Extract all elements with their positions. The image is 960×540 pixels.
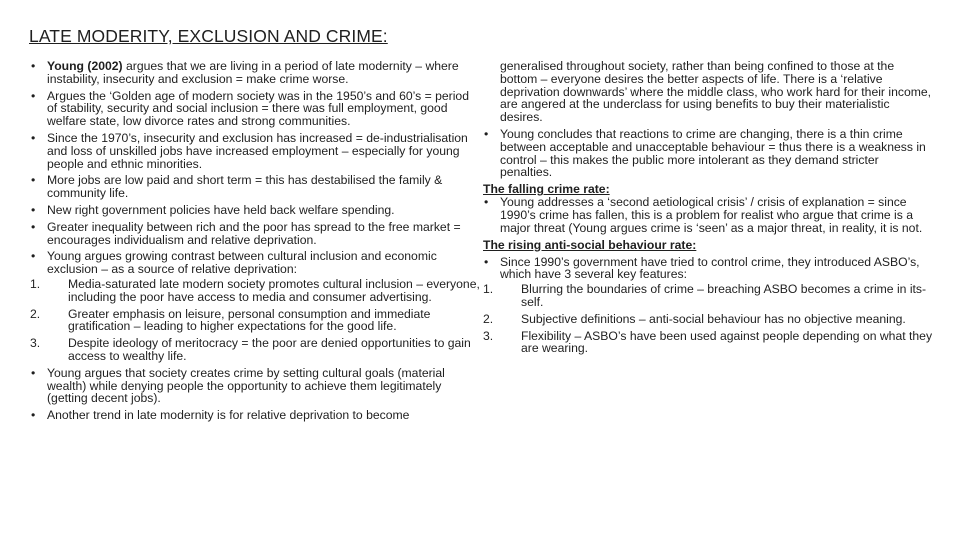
- bullet-low-paid-jobs: • More jobs are low paid and short term = this has destabilised the family & community life.: [30, 174, 482, 200]
- bullet-young-concludes: • Young concludes that reactions to crime are changing, there is a thin crime between acceptable and unacceptable behaviour = thus there is a weakness in control – this makes the public more intolerant as they demand stricter penalties.: [483, 128, 933, 179]
- item-number: 1.: [483, 282, 494, 297]
- young-2002-reference: Young (2002): [47, 59, 123, 73]
- bullet-new-right: • New right government policies have held back welfare spending.: [30, 204, 482, 217]
- item-number: 1.: [30, 276, 41, 291]
- bullet-young-2002: [30, 60, 482, 86]
- numbered-item-leisure: [30, 308, 482, 334]
- bullet-relative-deprivation: • Another trend in late modernity is for relative deprivation to become: [30, 409, 482, 422]
- numbered-item-subjective: [483, 313, 933, 326]
- bullet-cultural-goals: • Young argues that society creates crime by setting cultural goals (material wealth) while denying people the opportunity to achieve them legitimately (getting decent jobs).: [30, 367, 482, 405]
- item-text: Subjective definitions – anti-social behaviour has no objective meaning.: [521, 311, 906, 326]
- bullet-contrast: • Young argues growing contrast between cultural inclusion and economic exclusion – as a source of relative deprivation:: [30, 250, 482, 276]
- item-text: Blurring the boundaries of crime – breaching ASBO becomes a crime in its-self.: [521, 282, 927, 309]
- bullet-list-left-b: [30, 367, 482, 422]
- numbered-list-right: [483, 283, 933, 355]
- continuation-paragraph: generalised throughout society, rather than being confined to those at the bottom – everyone desires the better aspects of life. There is a ‘relative deprivation downwards’ where the middle class, who work hard for their income, are angered at the underclass for using benefits to buy their materialistic desires.: [500, 59, 932, 125]
- bullet-list-left-a: [30, 60, 482, 276]
- bullet-list-right-a: [483, 128, 933, 179]
- heading-falling-crime-rate: The falling crime rate:: [483, 182, 610, 197]
- item-text: Media-saturated late modern society promotes cultural inclusion – everyone, including the poor have access to media and consumer advertising.: [68, 276, 480, 304]
- numbered-item-blurring: [483, 283, 933, 309]
- numbered-item-meritocracy: [30, 337, 482, 363]
- right-column: [483, 60, 933, 355]
- bullet-text: argues that we are living in a period of late modernity – where instability, insecurity and exclusion = make crime worse.: [47, 59, 459, 86]
- bullet-since-1970s: • Since the 1970’s, insecurity and exclusion has increased = de-industrialisation and loss of unskilled jobs have increased employment – especially for young people and ethnic minorities.: [30, 132, 482, 170]
- item-number: 2.: [483, 311, 494, 326]
- item-text: Despite ideology of meritocracy = the poor are denied opportunities to gain access to wealthy life.: [68, 336, 471, 363]
- bullet-inequality: • Greater inequality between rich and the poor has spread to the free market = encourages individualism and relative deprivation.: [30, 221, 482, 247]
- item-number: 2.: [30, 306, 41, 321]
- item-text: Flexibility – ASBO’s have been used against people depending on what they are wearing.: [521, 328, 933, 356]
- page-title: LATE MODERITY, EXCLUSION AND CRIME:: [29, 26, 388, 46]
- bullet-list-falling: [483, 196, 933, 234]
- bullet-asbos: • Since 1990’s government have tried to control crime, they introduced ASBO’s, which have 3 several key features:: [483, 256, 933, 282]
- item-number: 3.: [30, 336, 41, 351]
- numbered-item-flexibility: [483, 330, 933, 356]
- numbered-list-left: [30, 278, 482, 363]
- bullet-golden-age: • Argues the ‘Golden age of modern society was in the 1950’s and 60’s = period of stability, security and social inclusion = there was full employment, good welfare state, low divorce rates and strong communities.: [30, 90, 482, 128]
- bullet-list-rising: [483, 256, 933, 282]
- heading-rising-asb-rate: The rising anti-social behaviour rate:: [483, 237, 697, 252]
- bullet-aetiological-crisis: • Young addresses a ‘second aetiological crisis’ / crisis of explanation = since 1990’s crime has fallen, this is a problem for realist who argue that crime is a major threat (Young argues crime is ‘seen’ as a major threat, in reality, it is not.: [483, 196, 933, 234]
- numbered-item-media: [30, 278, 482, 304]
- left-column: [30, 60, 482, 422]
- item-text: Greater emphasis on leisure, personal consumption and immediate gratification – leading to higher expectations for the good life.: [68, 306, 431, 334]
- item-number: 3.: [483, 328, 494, 343]
